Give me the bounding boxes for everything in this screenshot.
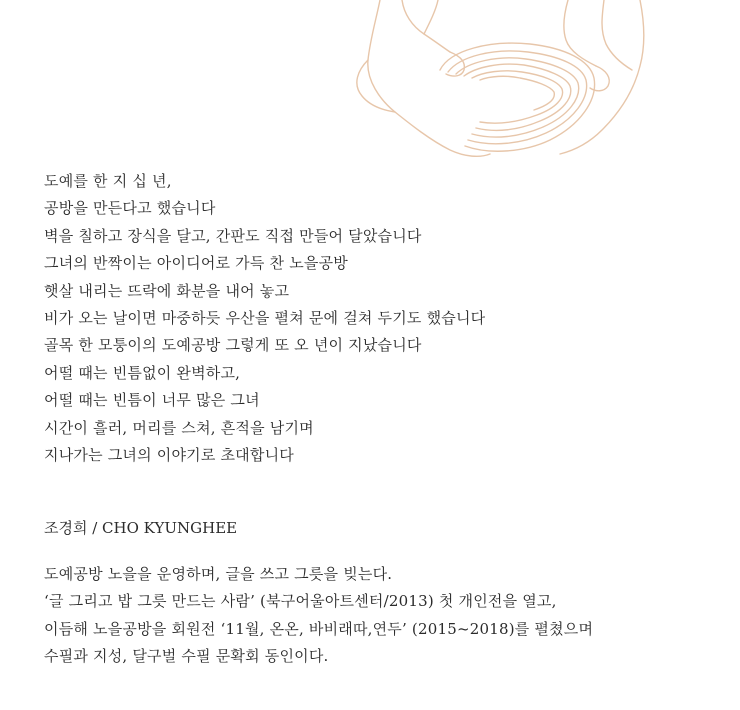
bio-line: ‘글 그리고 밥 그릇 만드는 사람’ (북구어울아트센터/2013) 첫 개인전을 열고, bbox=[44, 592, 557, 611]
poem-line: 공방을 만든다고 했습니다 bbox=[44, 199, 216, 218]
poem-line: 지나가는 그녀의 이야기로 초대합니다 bbox=[44, 446, 294, 465]
hands-shaping-bowl-icon bbox=[340, 0, 660, 160]
author-bio bbox=[44, 561, 714, 671]
poem-line: 시간이 흘러, 머리를 스쳐, 흔적을 남기며 bbox=[44, 418, 314, 437]
poem-line: 햇살 내리는 뜨락에 화분을 내어 놓고 bbox=[44, 281, 290, 300]
bio-line: 이듬해 노을공방을 회원전 ‘11월, 온온, 바비래따,연두’ (2015~2018)를 펼쳤으며 bbox=[44, 619, 594, 638]
poem-line: 골목 한 모퉁이의 도예공방 그렇게 또 오 년이 지났습니다 bbox=[44, 336, 422, 355]
bio-line: 도예공방 노을을 운영하며, 글을 쓰고 그릇을 빚는다. bbox=[44, 565, 393, 583]
poem-text bbox=[44, 168, 704, 469]
poem-line: 어떨 때는 빈틈이 너무 많은 그녀 bbox=[44, 391, 260, 410]
poem-line: 어떨 때는 빈틈없이 완벽하고, bbox=[44, 363, 241, 382]
poem-line: 벽을 칠하고 장식을 달고, 간판도 직접 만들어 달았습니다 bbox=[44, 226, 422, 245]
author-name: 조경희 / CHO KYUNGHEE bbox=[44, 519, 238, 537]
poem-line: 그녀의 반짝이는 아이디어로 가득 찬 노을공방 bbox=[44, 254, 348, 273]
poem-line: 도예를 한 지 십 년, bbox=[44, 172, 172, 190]
poem-line: 비가 오는 날이면 마중하듯 우산을 펼쳐 문에 걸쳐 두기도 했습니다 bbox=[44, 309, 486, 328]
bio-line: 수필과 지성, 달구벌 수필 문확회 동인이다. bbox=[44, 647, 329, 666]
